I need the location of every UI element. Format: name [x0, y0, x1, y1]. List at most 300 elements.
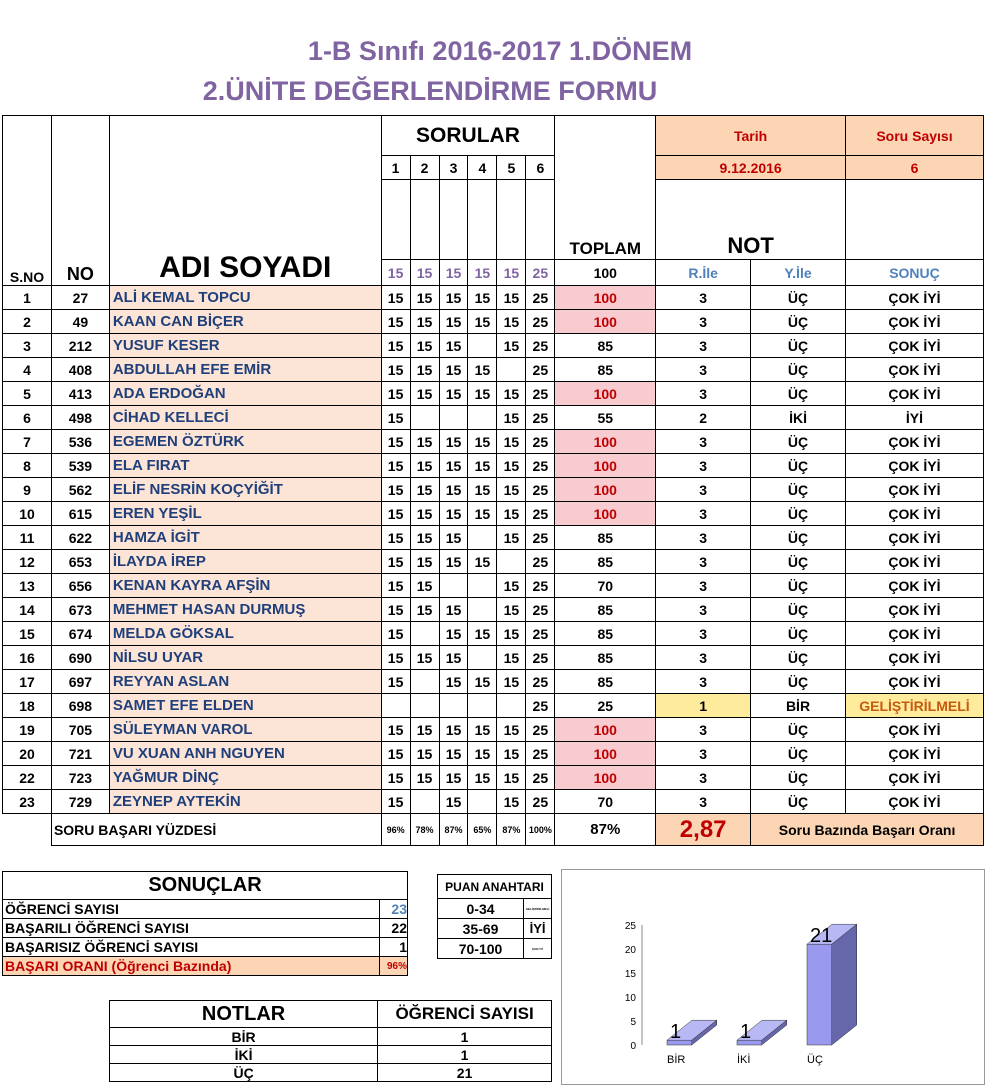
row-score: 25 — [526, 742, 555, 766]
row-y-ile: ÜÇ — [751, 622, 846, 646]
question-blank — [410, 180, 439, 260]
row-total: 70 — [555, 790, 656, 814]
question-blank — [526, 180, 555, 260]
question-success-pct: 78% — [410, 814, 439, 846]
row-score: 25 — [526, 526, 555, 550]
row-score: 15 — [468, 550, 497, 574]
row-score: 15 — [381, 622, 410, 646]
puan-row — [438, 899, 552, 919]
row-y-ile: İKİ — [751, 406, 846, 430]
question-number: 1 — [381, 156, 410, 180]
row-score: 15 — [497, 742, 526, 766]
row-score: 15 — [468, 286, 497, 310]
row-no: 729 — [51, 790, 109, 814]
grade-distribution-chart — [562, 870, 984, 1084]
header-r-ile: R.İle — [656, 260, 751, 286]
table-row — [3, 574, 984, 598]
row-score: 25 — [526, 406, 555, 430]
row-name: YAĞMUR DİNÇ — [109, 766, 381, 790]
table-row — [3, 502, 984, 526]
table-row — [3, 478, 984, 502]
row-score — [468, 574, 497, 598]
row-total: 85 — [555, 334, 656, 358]
row-sno: 12 — [3, 550, 52, 574]
row-r-ile: 3 — [656, 502, 751, 526]
row-score: 15 — [381, 430, 410, 454]
question-success-pct: 65% — [468, 814, 497, 846]
row-score: 25 — [526, 502, 555, 526]
row-score — [468, 646, 497, 670]
row-score: 15 — [410, 430, 439, 454]
row-score: 15 — [381, 454, 410, 478]
question-points: 15 — [381, 260, 410, 286]
row-score — [468, 526, 497, 550]
row-no: 653 — [51, 550, 109, 574]
header-name: ADI SOYADI — [109, 116, 381, 286]
total-success-pct: 87% — [555, 814, 656, 846]
row-sonuc: İYİ — [845, 406, 983, 430]
row-y-ile: ÜÇ — [751, 790, 846, 814]
row-score — [497, 358, 526, 382]
row-total: 100 — [555, 382, 656, 406]
row-score: 15 — [381, 718, 410, 742]
row-total: 85 — [555, 622, 656, 646]
row-score: 25 — [526, 646, 555, 670]
row-y-ile: ÜÇ — [751, 742, 846, 766]
sonuclar-row — [3, 900, 408, 919]
row-score: 15 — [439, 430, 468, 454]
puan-word: GELİŞTİRİLMELİ — [524, 899, 552, 919]
row-sonuc: ÇOK İYİ — [845, 670, 983, 694]
row-sno: 13 — [3, 574, 52, 598]
row-score: 15 — [468, 670, 497, 694]
row-score: 15 — [410, 550, 439, 574]
row-score — [468, 406, 497, 430]
row-score: 15 — [439, 766, 468, 790]
sonuclar-row — [3, 957, 408, 976]
puan-row — [438, 919, 552, 939]
row-score: 25 — [526, 334, 555, 358]
row-score: 15 — [381, 574, 410, 598]
row-r-ile: 3 — [656, 310, 751, 334]
y-tick-label: 0 — [630, 1041, 636, 1052]
row-no: 705 — [51, 718, 109, 742]
question-number: 3 — [439, 156, 468, 180]
row-total: 100 — [555, 310, 656, 334]
row-y-ile: ÜÇ — [751, 646, 846, 670]
y-tick-label: 15 — [624, 969, 636, 980]
question-points: 15 — [410, 260, 439, 286]
row-total: 100 — [555, 502, 656, 526]
table-row — [3, 454, 984, 478]
row-y-ile: ÜÇ — [751, 766, 846, 790]
notlar-row — [110, 1064, 552, 1082]
row-name: ADA ERDOĞAN — [109, 382, 381, 406]
puan-range: 35-69 — [438, 919, 524, 939]
row-score: 25 — [526, 358, 555, 382]
question-blank — [439, 180, 468, 260]
question-points: 25 — [526, 260, 555, 286]
row-score: 15 — [410, 358, 439, 382]
row-r-ile: 3 — [656, 742, 751, 766]
table-row — [3, 694, 984, 718]
table-row — [3, 790, 984, 814]
row-score: 15 — [381, 478, 410, 502]
row-name: NİLSU UYAR — [109, 646, 381, 670]
row-score: 15 — [468, 766, 497, 790]
row-score: 15 — [381, 334, 410, 358]
row-score: 25 — [526, 550, 555, 574]
row-sonuc: ÇOK İYİ — [845, 574, 983, 598]
row-y-ile: BİR — [751, 694, 846, 718]
row-no: 615 — [51, 502, 109, 526]
row-total: 100 — [555, 454, 656, 478]
row-y-ile: ÜÇ — [751, 286, 846, 310]
notlar-row — [110, 1028, 552, 1046]
row-score: 15 — [497, 310, 526, 334]
tarih-value: 9.12.2016 — [656, 156, 846, 180]
row-name: EREN YEŞİL — [109, 502, 381, 526]
row-r-ile: 3 — [656, 334, 751, 358]
row-score: 15 — [497, 382, 526, 406]
row-score: 15 — [497, 286, 526, 310]
row-total: 85 — [555, 358, 656, 382]
row-r-ile: 3 — [656, 766, 751, 790]
header-sorular: SORULAR — [381, 116, 555, 156]
notlar-count: 1 — [378, 1028, 552, 1046]
notlar-grade: İKİ — [110, 1046, 378, 1064]
row-score: 15 — [497, 598, 526, 622]
row-score: 15 — [497, 430, 526, 454]
row-score: 15 — [439, 622, 468, 646]
row-name: VU XUAN ANH NGUYEN — [109, 742, 381, 766]
question-number: 5 — [497, 156, 526, 180]
row-score: 15 — [439, 526, 468, 550]
table-row — [3, 598, 984, 622]
row-score: 15 — [381, 766, 410, 790]
row-score: 15 — [410, 382, 439, 406]
table-row — [3, 382, 984, 406]
notlar-title: NOTLAR — [110, 1001, 378, 1028]
sonuclar-row — [3, 919, 408, 938]
notlar-row — [110, 1046, 552, 1064]
row-r-ile: 3 — [656, 526, 751, 550]
row-score — [439, 406, 468, 430]
row-sonuc: ÇOK İYİ — [845, 334, 983, 358]
row-sno: 7 — [3, 430, 52, 454]
row-sno: 3 — [3, 334, 52, 358]
row-sno: 18 — [3, 694, 52, 718]
row-score: 15 — [381, 670, 410, 694]
row-score: 15 — [439, 670, 468, 694]
sonuclar-label: BAŞARI ORANI (Öğrenci Bazında) — [3, 957, 380, 976]
row-sno: 22 — [3, 766, 52, 790]
row-name: İLAYDA İREP — [109, 550, 381, 574]
row-r-ile: 3 — [656, 358, 751, 382]
row-score: 15 — [410, 526, 439, 550]
row-r-ile: 2 — [656, 406, 751, 430]
header-sonuc: SONUÇ — [845, 260, 983, 286]
row-no: 656 — [51, 574, 109, 598]
row-name: ABDULLAH EFE EMİR — [109, 358, 381, 382]
row-r-ile: 3 — [656, 790, 751, 814]
row-score: 15 — [439, 382, 468, 406]
sonuclar-row — [3, 938, 408, 957]
table-row — [3, 670, 984, 694]
row-name: MEHMET HASAN DURMUŞ — [109, 598, 381, 622]
row-name: ELA FIRAT — [109, 454, 381, 478]
y-tick-label: 5 — [630, 1017, 636, 1028]
sonuclar-title: SONUÇLAR — [3, 872, 408, 900]
row-score: 25 — [526, 454, 555, 478]
row-score: 15 — [381, 382, 410, 406]
header-not: NOT — [656, 180, 846, 260]
row-sonuc: ÇOK İYİ — [845, 310, 983, 334]
row-score: 15 — [497, 790, 526, 814]
row-sno: 6 — [3, 406, 52, 430]
row-sonuc: ÇOK İYİ — [845, 598, 983, 622]
row-score: 15 — [410, 742, 439, 766]
row-score: 25 — [526, 790, 555, 814]
row-score: 15 — [497, 670, 526, 694]
question-number: 2 — [410, 156, 439, 180]
row-total: 85 — [555, 526, 656, 550]
row-score: 15 — [468, 502, 497, 526]
row-sonuc: ÇOK İYİ — [845, 382, 983, 406]
row-score: 15 — [468, 310, 497, 334]
row-name: MELDA GÖKSAL — [109, 622, 381, 646]
row-score: 25 — [526, 310, 555, 334]
question-blank — [497, 180, 526, 260]
row-score — [497, 550, 526, 574]
row-sno: 2 — [3, 310, 52, 334]
row-y-ile: ÜÇ — [751, 670, 846, 694]
title-line-1: 1-B Sınıfı 2016-2017 1.DÖNEM — [307, 36, 693, 66]
table-row — [3, 526, 984, 550]
row-no: 536 — [51, 430, 109, 454]
y-tick-label: 10 — [624, 993, 636, 1004]
row-score: 25 — [526, 286, 555, 310]
table-row — [3, 334, 984, 358]
row-score: 25 — [526, 598, 555, 622]
table-row — [3, 766, 984, 790]
row-no: 498 — [51, 406, 109, 430]
row-name: KENAN KAYRA AFŞİN — [109, 574, 381, 598]
row-no: 698 — [51, 694, 109, 718]
row-score: 15 — [439, 502, 468, 526]
row-score: 15 — [439, 790, 468, 814]
puan-row — [438, 939, 552, 959]
question-success-pct: 87% — [497, 814, 526, 846]
row-score: 15 — [497, 526, 526, 550]
row-r-ile: 3 — [656, 598, 751, 622]
sonuclar-label: ÖĞRENCİ SAYISI — [3, 900, 380, 919]
row-no: 212 — [51, 334, 109, 358]
row-y-ile: ÜÇ — [751, 358, 846, 382]
question-blank — [381, 180, 410, 260]
row-score — [439, 694, 468, 718]
row-total: 100 — [555, 286, 656, 310]
row-score: 15 — [468, 718, 497, 742]
row-score: 15 — [439, 310, 468, 334]
x-tick-label: BİR — [667, 1054, 686, 1066]
footer-label: SORU BAŞARI YÜZDESİ — [51, 814, 381, 846]
notlar-count: 21 — [378, 1064, 552, 1082]
row-score: 15 — [381, 550, 410, 574]
question-number: 6 — [526, 156, 555, 180]
row-r-ile: 3 — [656, 646, 751, 670]
row-sonuc: ÇOK İYİ — [845, 766, 983, 790]
bar-side — [832, 924, 857, 1045]
row-score: 25 — [526, 670, 555, 694]
row-score: 15 — [410, 646, 439, 670]
row-total: 85 — [555, 550, 656, 574]
row-no: 690 — [51, 646, 109, 670]
row-score: 15 — [497, 766, 526, 790]
row-sonuc: ÇOK İYİ — [845, 790, 983, 814]
puan-range: 0-34 — [438, 899, 524, 919]
row-y-ile: ÜÇ — [751, 382, 846, 406]
row-score: 25 — [526, 478, 555, 502]
question-success-pct: 96% — [381, 814, 410, 846]
row-sno: 16 — [3, 646, 52, 670]
row-score: 15 — [381, 526, 410, 550]
row-name: SÜLEYMAN VAROL — [109, 718, 381, 742]
row-score: 15 — [497, 718, 526, 742]
question-number: 4 — [468, 156, 497, 180]
row-r-ile: 3 — [656, 550, 751, 574]
row-r-ile: 3 — [656, 622, 751, 646]
row-score: 15 — [439, 478, 468, 502]
row-score: 15 — [381, 598, 410, 622]
row-name: EGEMEN ÖZTÜRK — [109, 430, 381, 454]
row-total: 55 — [555, 406, 656, 430]
row-score: 15 — [410, 574, 439, 598]
row-sonuc: ÇOK İYİ — [845, 286, 983, 310]
header-no: NO — [51, 116, 109, 286]
row-score: 15 — [381, 406, 410, 430]
row-score: 15 — [381, 742, 410, 766]
row-no: 539 — [51, 454, 109, 478]
row-score: 15 — [439, 358, 468, 382]
row-score: 15 — [439, 550, 468, 574]
row-sno: 8 — [3, 454, 52, 478]
row-sonuc: ÇOK İYİ — [845, 550, 983, 574]
row-sno: 9 — [3, 478, 52, 502]
row-name: ELİF NESRİN KOÇYİĞİT — [109, 478, 381, 502]
soru-sayisi-value: 6 — [845, 156, 983, 180]
table-row — [3, 406, 984, 430]
notlar-count-title: ÖĞRENCİ SAYISI — [378, 1001, 552, 1028]
row-score — [410, 622, 439, 646]
data-label: 21 — [810, 925, 833, 948]
grades-table — [2, 115, 984, 846]
table-row — [3, 742, 984, 766]
question-points: 15 — [497, 260, 526, 286]
row-r-ile: 3 — [656, 382, 751, 406]
data-label: 1 — [740, 1021, 752, 1044]
bar — [807, 944, 832, 1045]
row-name: ZEYNEP AYTEKİN — [109, 790, 381, 814]
row-no: 721 — [51, 742, 109, 766]
row-score: 15 — [439, 718, 468, 742]
row-sonuc: ÇOK İYİ — [845, 742, 983, 766]
puan-anahtari-table — [437, 874, 552, 959]
table-row — [3, 286, 984, 310]
row-y-ile: ÜÇ — [751, 334, 846, 358]
row-sonuc: ÇOK İYİ — [845, 526, 983, 550]
row-score — [381, 694, 410, 718]
row-score: 25 — [526, 430, 555, 454]
row-no: 697 — [51, 670, 109, 694]
y-tick-label: 25 — [624, 921, 636, 932]
sonuclar-table — [2, 871, 408, 976]
row-score: 15 — [497, 454, 526, 478]
row-score — [410, 694, 439, 718]
puan-word: ÇOK İYİ — [524, 939, 552, 959]
puan-title: PUAN ANAHTARI — [438, 875, 552, 899]
sonuclar-value: 1 — [380, 938, 408, 957]
row-y-ile: ÜÇ — [751, 574, 846, 598]
row-score: 15 — [381, 358, 410, 382]
row-y-ile: ÜÇ — [751, 550, 846, 574]
row-no: 622 — [51, 526, 109, 550]
row-sno: 15 — [3, 622, 52, 646]
toplam-max: 100 — [555, 260, 656, 286]
row-name: YUSUF KESER — [109, 334, 381, 358]
row-score: 15 — [410, 478, 439, 502]
row-sno: 23 — [3, 790, 52, 814]
title-line-2: 2.ÜNİTE DEĞERLENDİRME FORMU — [202, 76, 658, 106]
row-r-ile: 3 — [656, 574, 751, 598]
row-name: SAMET EFE ELDEN — [109, 694, 381, 718]
row-score: 15 — [468, 478, 497, 502]
row-score: 15 — [410, 334, 439, 358]
header-y-ile: Y.İle — [751, 260, 846, 286]
question-points: 15 — [439, 260, 468, 286]
row-score: 15 — [410, 286, 439, 310]
table-row — [3, 646, 984, 670]
row-r-ile: 1 — [656, 694, 751, 718]
question-success-pct: 100% — [526, 814, 555, 846]
row-total: 100 — [555, 718, 656, 742]
data-label: 1 — [670, 1021, 682, 1044]
row-total: 100 — [555, 766, 656, 790]
table-row — [3, 358, 984, 382]
row-score: 15 — [439, 454, 468, 478]
row-sno: 14 — [3, 598, 52, 622]
row-sonuc: ÇOK İYİ — [845, 622, 983, 646]
x-tick-label: İKİ — [737, 1054, 751, 1066]
table-row — [3, 718, 984, 742]
row-score: 15 — [468, 454, 497, 478]
row-y-ile: ÜÇ — [751, 310, 846, 334]
row-score: 25 — [526, 622, 555, 646]
header-sno: S.NO — [3, 116, 52, 286]
row-sonuc: ÇOK İYİ — [845, 646, 983, 670]
row-score: 15 — [439, 334, 468, 358]
row-score: 25 — [526, 382, 555, 406]
row-score: 15 — [468, 382, 497, 406]
row-y-ile: ÜÇ — [751, 430, 846, 454]
row-name: CİHAD KELLECİ — [109, 406, 381, 430]
row-score: 15 — [410, 766, 439, 790]
row-score — [410, 406, 439, 430]
row-score: 15 — [410, 502, 439, 526]
notlar-count: 1 — [378, 1046, 552, 1064]
row-y-ile: ÜÇ — [751, 718, 846, 742]
row-sonuc: ÇOK İYİ — [845, 454, 983, 478]
